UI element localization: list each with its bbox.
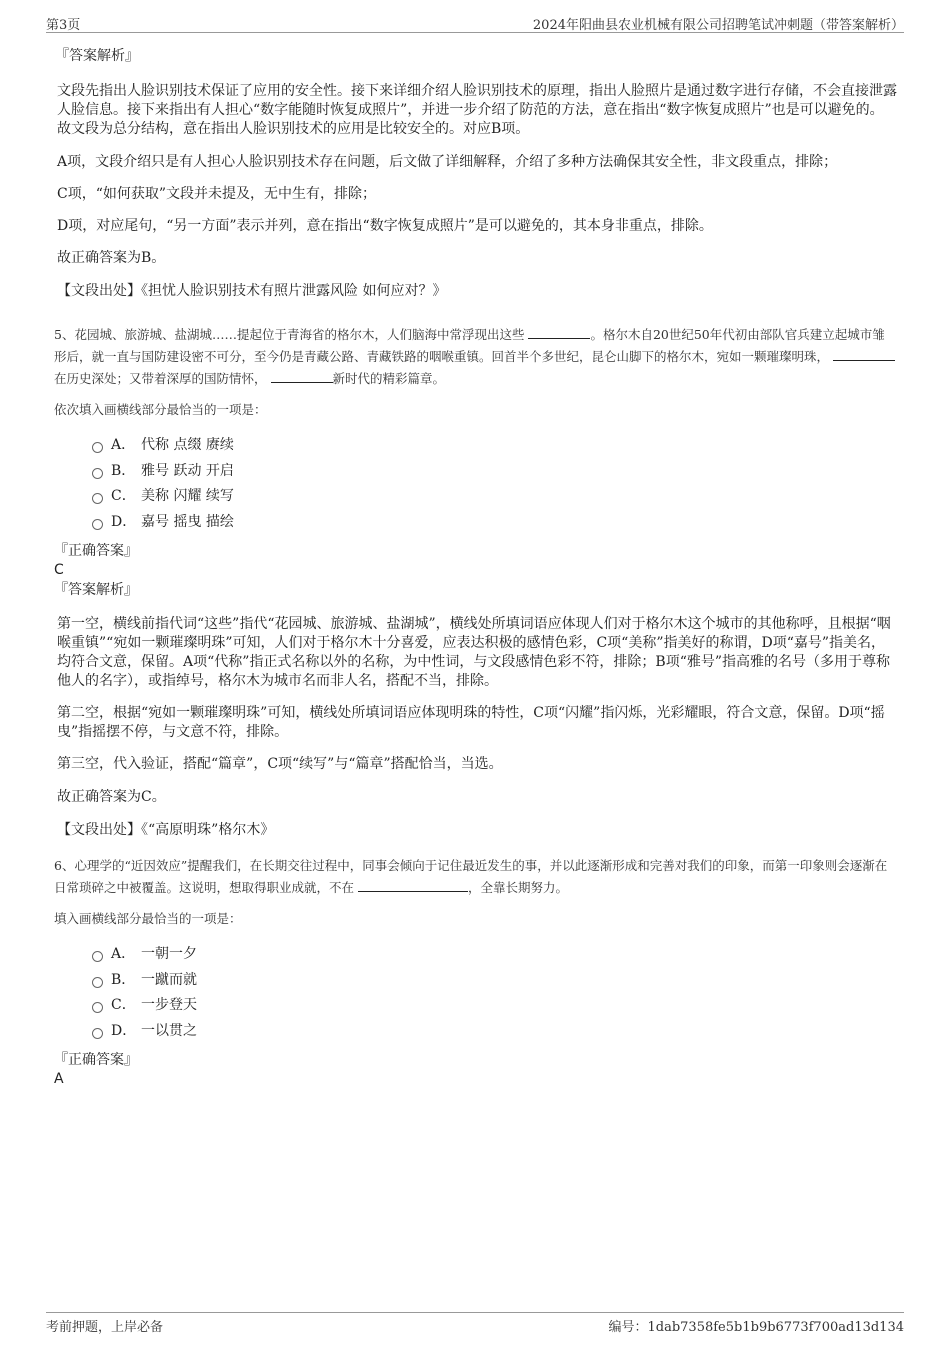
- question-5: [54, 324, 897, 840]
- footer-slogan: 考前押题，上岸必备: [46, 1320, 164, 1335]
- radio-icon[interactable]: [92, 519, 103, 530]
- question-prompt: 依次填入画横线部分最恰当的一项是：: [54, 402, 267, 417]
- correct-answer: A: [54, 1071, 64, 1087]
- option-d[interactable]: D． 一以贯之: [92, 1019, 897, 1045]
- fill-blank: [528, 326, 590, 339]
- analysis-paragraph: D项，对应尾句，“另一方面”表示并列，意在指出“数字恢复成照片”是可以避免的，其本身非重点，排除。: [57, 218, 713, 234]
- analysis-paragraph: 文段先指出人脸识别技术保证了应用的安全性。接下来详细介绍人脸识别技术的原理，指出人脸照片是通过数字进行存储，不会直接泄露人脸信息。接下来指出有人担心“数字能随时恢复成照片”，并进一步介绍了防范的方法，意在指出“数字恢复成照片”也是可以避免的。故文段为总分结构，意在指出人脸识别技术的应用是比较安全的。对应B项。: [57, 83, 897, 137]
- fill-blank: [271, 370, 333, 383]
- page-footer: [46, 1312, 904, 1337]
- fill-blank: [833, 348, 895, 361]
- question-prompt: 填入画横线部分最恰当的一项是：: [54, 911, 242, 926]
- source-citation: 【文段出处】《“高原明珠”格尔木》: [57, 822, 275, 838]
- document-id: 编号：1dab7358fe5b1b9b6773f700ad13d134: [608, 1320, 904, 1335]
- analysis-conclusion: 故正确答案为B。: [57, 250, 166, 266]
- page-number: 第3页: [46, 18, 81, 33]
- analysis-conclusion: 故正确答案为C。: [57, 789, 166, 805]
- analysis-paragraph: 第一空，横线前指代词“这些”指代“花园城、旅游城、盐湖城”，横线处所填词语应体现人们对于格尔木这个城市的其他称呼，且根据“咽喉重镇”“宛如一颗璀璨明珠”可知，人们对于格尔木十分喜爱，应表达积极的感情色彩，C项“美称”指美好的称谓，D项“嘉号”指美名，均符合文意，保留。A项“代称”指正式名称以外的名称，为中性词，与文段感情色彩不符，排除；B项“雅号”指高雅的名号（多用于尊称他人的名字），或指绰号，格尔木为城市名而非人名，搭配不当，排除。: [57, 616, 891, 689]
- option-c[interactable]: C． 一步登天: [92, 993, 897, 1019]
- prev-question-analysis: [57, 46, 897, 301]
- option-c[interactable]: C． 美称 闪耀 续写: [92, 484, 897, 510]
- question-6: [54, 855, 897, 1088]
- radio-icon[interactable]: [92, 951, 103, 962]
- option-b[interactable]: B． 一蹴而就: [92, 968, 897, 994]
- question-stem: 6、心理学的“近因效应”提醒我们，在长期交往过程中，同事会倾向于记住最近发生的事，并以此逐渐形成和完善对我们的印象，而第一印象则会逐渐在日常琐碎之中被覆盖。这说明，想取得职业成就，不在 ，全靠长期努力。: [54, 858, 888, 895]
- question-stem: 5、花园城、旅游城、盐湖城……提起位于青海省的格尔木，人们脑海中常浮现出这些 。格尔木自20世纪50年代初由部队官兵建立起城市雏形后，就一直与国防建设密不可分，至今仍是青藏公路、青藏铁路的咽喉重镇。回首半个多世纪，昆仑山脚下的格尔木，宛如一颗璀璨明珠， 在历史深处；又带着深厚的国防情怀， 新时代的精彩篇章。: [54, 324, 897, 390]
- analysis-paragraph: 第二空，根据“宛如一颗璀璨明珠”可知，横线处所填词语应体现明珠的特性，C项“闪耀”指闪烁，光彩耀眼，符合文意，保留。D项“摇曳”指摇摆不停，与文意不符，排除。: [57, 705, 885, 740]
- correct-answer-label: 『正确答案』: [54, 1052, 138, 1068]
- analysis-paragraph: 第三空，代入验证，搭配“篇章”，C项“续写”与“篇章”搭配恰当，当选。: [57, 756, 503, 772]
- option-a[interactable]: A． 代称 点缀 赓续: [92, 433, 897, 459]
- analysis-paragraph: C项，“如何获取”文段并未提及，无中生有，排除；: [57, 186, 377, 202]
- correct-answer: C: [54, 562, 64, 578]
- radio-icon[interactable]: [92, 977, 103, 988]
- radio-icon[interactable]: [92, 1028, 103, 1039]
- radio-icon[interactable]: [92, 1002, 103, 1013]
- page-header: [46, 12, 904, 33]
- radio-icon[interactable]: [92, 442, 103, 453]
- fill-blank: [358, 879, 468, 892]
- radio-icon[interactable]: [92, 493, 103, 504]
- analysis-label: 『答案解析』: [55, 48, 139, 64]
- option-d[interactable]: D． 嘉号 摇曳 描绘: [92, 510, 897, 536]
- options-list: [92, 942, 897, 1044]
- option-b[interactable]: B． 雅号 跃动 开启: [92, 459, 897, 485]
- source-citation: 【文段出处】《担忧人脸识别技术有照片泄露风险 如何应对？》: [57, 283, 447, 299]
- analysis-paragraph: A项，文段介绍只是有人担心人脸识别技术存在问题，后文做了详细解释，介绍了多种方法确保其安全性，非文段重点，排除；: [57, 154, 838, 170]
- correct-answer-label: 『正确答案』: [54, 543, 138, 559]
- page-content: [54, 46, 897, 1088]
- document-title: 2024年阳曲县农业机械有限公司招聘笔试冲刺题（带答案解析）: [532, 18, 904, 33]
- option-a[interactable]: A． 一朝一夕: [92, 942, 897, 968]
- options-list: [92, 433, 897, 535]
- radio-icon[interactable]: [92, 468, 103, 479]
- analysis-label: 『答案解析』: [54, 582, 138, 598]
